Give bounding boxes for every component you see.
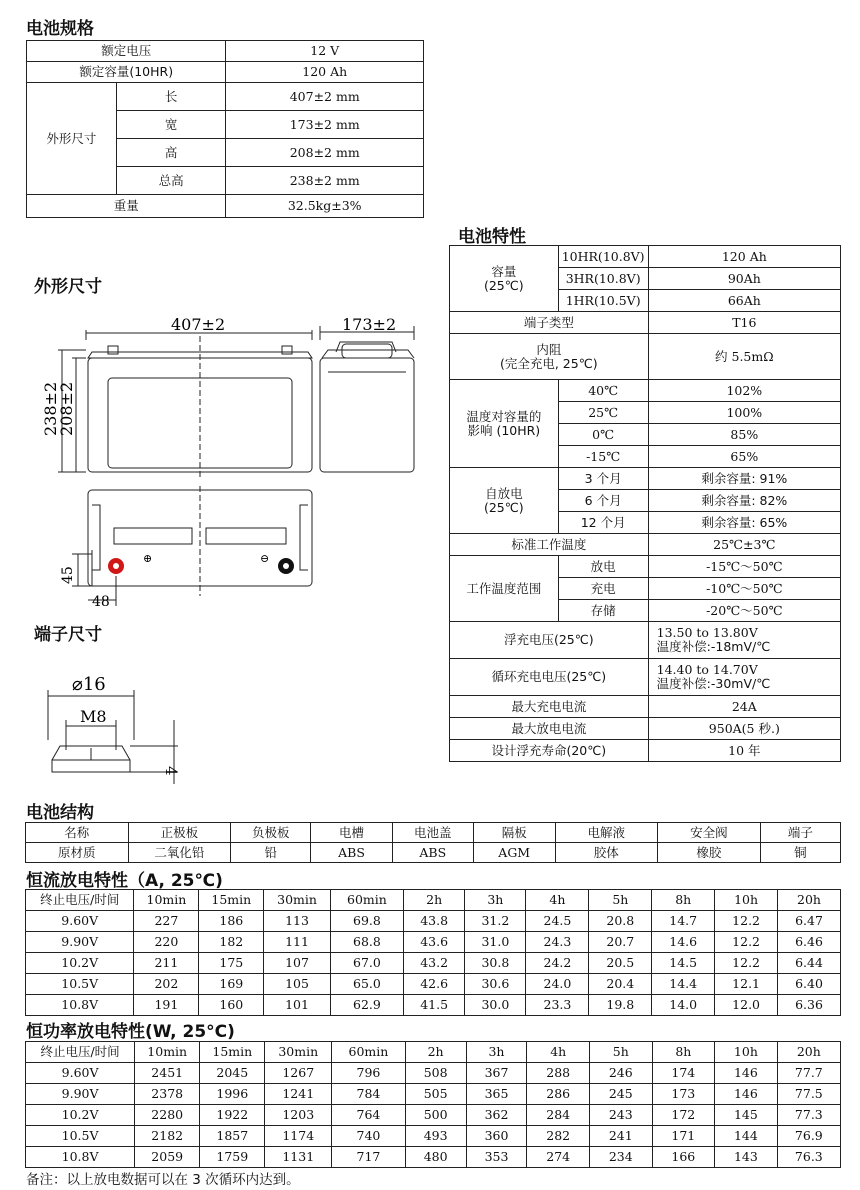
table-cell: 9.90V	[26, 932, 134, 953]
table-cell: 480	[405, 1147, 466, 1168]
table-header-cell: 终止电压/时间	[26, 1042, 135, 1063]
dim-total-height-label: 总高	[116, 167, 226, 195]
table-cell: 69.8	[330, 911, 403, 932]
sd-value: 剩余容量: 91%	[648, 468, 840, 490]
table-cell: 30.8	[465, 953, 526, 974]
table-cell: 508	[405, 1063, 466, 1084]
table-cell: 105	[264, 974, 331, 995]
table-header-cell: 60min	[330, 890, 403, 911]
terminal-drawing	[30, 660, 210, 790]
std-temp-label: 标准工作温度	[450, 534, 649, 556]
table-cell: 1267	[265, 1063, 332, 1084]
table-row	[26, 1126, 841, 1147]
max-charge-label: 最大充电电流	[450, 696, 649, 718]
table-cell: 77.3	[777, 1105, 840, 1126]
temp-effect-temp: -15℃	[558, 446, 648, 468]
table-cell: 9.60V	[26, 911, 134, 932]
table-cell: 796	[332, 1063, 406, 1084]
float-voltage-value: 13.50 to 13.80V	[656, 625, 758, 640]
terminal-offset-x-dim: 48	[92, 594, 110, 610]
table-cell: 10.5V	[26, 974, 134, 995]
capacity-rate: 3HR(10.8V)	[558, 268, 648, 290]
table-cell: 24.0	[526, 974, 589, 995]
float-voltage-label: 浮充电压(25℃)	[450, 622, 649, 659]
terminal-size-heading: 端子尺寸	[34, 625, 102, 645]
structure-name-cell: 隔板	[473, 823, 555, 843]
max-charge-value: 24A	[648, 696, 840, 718]
terminal-offset-y-dim: 45	[60, 566, 76, 584]
table-cell: 43.8	[404, 911, 465, 932]
temp-effect-value: 65%	[648, 446, 840, 468]
table-cell: 493	[405, 1126, 466, 1147]
op-range-label: 工作温度范围	[450, 556, 559, 622]
table-header-cell: 3h	[465, 890, 526, 911]
table-row	[26, 1105, 841, 1126]
table-cell: 2280	[135, 1105, 200, 1126]
table-cell: 717	[332, 1147, 406, 1168]
table-cell: 143	[715, 1147, 778, 1168]
table-cell: 10.8V	[26, 1147, 135, 1168]
table-cell: 24.5	[526, 911, 589, 932]
table-cell: 6.46	[778, 932, 841, 953]
table-cell: 20.8	[589, 911, 652, 932]
table-cell: 1241	[265, 1084, 332, 1105]
table-cell: 62.9	[330, 995, 403, 1016]
table-cell: 10.8V	[26, 995, 134, 1016]
self-discharge-label	[450, 468, 559, 534]
table-row	[26, 974, 841, 995]
characteristics-table	[449, 245, 841, 762]
op-range-value: -10℃～50℃	[648, 578, 840, 600]
structure-material-cell: 胶体	[555, 843, 658, 863]
table-cell: 191	[134, 995, 199, 1016]
table-cell: 1203	[265, 1105, 332, 1126]
table-header-cell: 8h	[652, 1042, 715, 1063]
table-cell: 274	[527, 1147, 590, 1168]
outline-heading: 外形尺寸	[34, 277, 102, 297]
table-cell: 113	[264, 911, 331, 932]
float-voltage-cell	[648, 622, 840, 659]
dim-width-value: 173±2 mm	[226, 111, 424, 139]
structure-material-cell: 橡胶	[658, 843, 761, 863]
table-cell: 146	[715, 1084, 778, 1105]
table-header-cell: 20h	[777, 1042, 840, 1063]
footnote: 备注：以上放电数据可以在 3 次循环内达到。	[26, 1172, 300, 1188]
table-cell: 2182	[135, 1126, 200, 1147]
table-cell: 6.36	[778, 995, 841, 1016]
bolt-size: M8	[80, 707, 107, 726]
table-cell: 2045	[200, 1063, 265, 1084]
temp-effect-line2: 影响 (10HR)	[467, 422, 541, 438]
table-cell: 30.0	[465, 995, 526, 1016]
table-cell: 740	[332, 1126, 406, 1147]
table-cell: 169	[199, 974, 264, 995]
temp-effect-temp: 0℃	[558, 424, 648, 446]
table-cell: 12.1	[715, 974, 778, 995]
table-cell: 68.8	[330, 932, 403, 953]
table-header-cell: 10min	[134, 890, 199, 911]
table-cell: 12.0	[715, 995, 778, 1016]
table-cell: 160	[199, 995, 264, 1016]
table-header-cell: 2h	[405, 1042, 466, 1063]
internal-resistance-label	[450, 334, 649, 380]
table-row	[26, 953, 841, 974]
table-cell: 246	[590, 1063, 653, 1084]
temp-effect-value: 100%	[648, 402, 840, 424]
table-cell: 245	[590, 1084, 653, 1105]
structure-name-cell: 负极板	[231, 823, 311, 843]
table-cell: 9.60V	[26, 1063, 135, 1084]
max-discharge-label: 最大放电电流	[450, 718, 649, 740]
table-header-cell: 2h	[404, 890, 465, 911]
structure-name-cell: 电池盖	[392, 823, 473, 843]
sd-period: 3 个月	[558, 468, 648, 490]
table-header-cell: 5h	[590, 1042, 653, 1063]
table-header-cell: 8h	[652, 890, 715, 911]
terminal-type-value: T16	[648, 312, 840, 334]
table-cell: 362	[466, 1105, 527, 1126]
table-header-cell: 3h	[466, 1042, 527, 1063]
table-header-cell: 终止电压/时间	[26, 890, 134, 911]
table-header-cell: 4h	[526, 890, 589, 911]
table-cell: 2059	[135, 1147, 200, 1168]
table-cell: 43.6	[404, 932, 465, 953]
table-cell: 23.3	[526, 995, 589, 1016]
table-cell: 1174	[265, 1126, 332, 1147]
dim-length-label: 长	[116, 83, 226, 111]
op-range-value: -20℃～50℃	[648, 600, 840, 622]
cc-discharge-table	[25, 889, 841, 1016]
capacity-rate: 1HR(10.5V)	[558, 290, 648, 312]
temp-effect-temp: 40℃	[558, 380, 648, 402]
structure-material-cell: 铜	[760, 843, 840, 863]
temp-effect-line1: 温度对容量的	[466, 408, 542, 424]
structure-table	[25, 822, 841, 863]
table-cell: 111	[264, 932, 331, 953]
table-header-cell: 15min	[199, 890, 264, 911]
structure-material-cell: ABS	[311, 843, 392, 863]
table-header-cell: 4h	[527, 1042, 590, 1063]
table-row	[26, 911, 841, 932]
table-header-cell: 10h	[715, 890, 778, 911]
sd-period: 6 个月	[558, 490, 648, 512]
table-row	[26, 1147, 841, 1168]
table-cell: 145	[715, 1105, 778, 1126]
rated-voltage-label: 额定电压	[27, 41, 226, 62]
terminal-type-label: 端子类型	[450, 312, 649, 334]
table-cell: 14.4	[652, 974, 715, 995]
table-cell: 14.6	[652, 932, 715, 953]
height-dim: 208±2	[57, 381, 76, 436]
spec-table	[26, 40, 424, 218]
cycle-voltage-cell	[648, 659, 840, 696]
table-cell: 12.2	[715, 911, 778, 932]
internal-resistance-value: 约 5.5mΩ	[648, 334, 840, 380]
table-header-cell: 20h	[778, 890, 841, 911]
length-dim: 407±2	[171, 315, 226, 334]
sd-value: 剩余容量: 82%	[648, 490, 840, 512]
total-height-dim: 238±2	[41, 381, 60, 436]
table-cell: 24.2	[526, 953, 589, 974]
table-row	[26, 1063, 841, 1084]
capacity-value: 120 Ah	[648, 246, 840, 268]
table-cell: 12.2	[715, 932, 778, 953]
table-cell: 286	[527, 1084, 590, 1105]
table-cell: 144	[715, 1126, 778, 1147]
table-cell: 12.2	[715, 953, 778, 974]
dim-height-value: 208±2 mm	[226, 139, 424, 167]
structure-name-cell: 端子	[760, 823, 840, 843]
table-cell: 1131	[265, 1147, 332, 1168]
table-cell: 764	[332, 1105, 406, 1126]
table-cell: 1922	[200, 1105, 265, 1126]
width-dim: 173±2	[342, 315, 397, 334]
table-cell: 202	[134, 974, 199, 995]
capacity-label-text: 容量	[491, 263, 517, 279]
weight-label: 重量	[27, 195, 226, 218]
table-row	[26, 1084, 841, 1105]
table-cell: 146	[715, 1063, 778, 1084]
table-cell: 353	[466, 1147, 527, 1168]
sd-value: 剩余容量: 65%	[648, 512, 840, 534]
sd-period: 12 个月	[558, 512, 648, 534]
plus-mark: ⊕	[143, 552, 153, 565]
table-header-cell: 30min	[264, 890, 331, 911]
table-header-cell: 60min	[332, 1042, 406, 1063]
structure-heading: 电池结构	[26, 803, 94, 823]
ir-label-line2: (完全充电, 25℃)	[499, 355, 598, 371]
table-cell: 360	[466, 1126, 527, 1147]
cp-discharge-table	[25, 1041, 841, 1168]
table-cell: 171	[652, 1126, 715, 1147]
table-cell: 172	[652, 1105, 715, 1126]
depth-dim: 4	[162, 766, 180, 776]
table-cell: 1759	[200, 1147, 265, 1168]
table-cell: 31.2	[465, 911, 526, 932]
cp-heading: 恒功率放电特性(W, 25°C)	[26, 1022, 235, 1042]
cycle-voltage-label: 循环充电电压(25℃)	[450, 659, 649, 696]
table-cell: 10.5V	[26, 1126, 135, 1147]
spec-heading: 电池规格	[26, 19, 94, 39]
structure-name-cell: 电槽	[311, 823, 392, 843]
table-cell: 42.6	[404, 974, 465, 995]
capacity-value: 90Ah	[648, 268, 840, 290]
temp-effect-value: 102%	[648, 380, 840, 402]
dim-width-label: 宽	[116, 111, 226, 139]
table-cell: 77.7	[777, 1063, 840, 1084]
temp-effect-label	[450, 380, 559, 468]
table-cell: 6.47	[778, 911, 841, 932]
structure-name-cell: 名称	[26, 823, 129, 843]
table-cell: 6.40	[778, 974, 841, 995]
table-cell: 67.0	[330, 953, 403, 974]
table-cell: 20.7	[589, 932, 652, 953]
op-range-value: -15℃～50℃	[648, 556, 840, 578]
table-cell: 282	[527, 1126, 590, 1147]
temp-effect-value: 85%	[648, 424, 840, 446]
table-cell: 10.2V	[26, 1105, 135, 1126]
table-cell: 30.6	[465, 974, 526, 995]
table-header-cell: 5h	[589, 890, 652, 911]
characteristics-heading: 电池特性	[458, 227, 526, 247]
table-cell: 2378	[135, 1084, 200, 1105]
table-cell: 367	[466, 1063, 527, 1084]
cycle-voltage-comp: 温度补偿:-30mV/℃	[656, 676, 771, 691]
temp-effect-temp: 25℃	[558, 402, 648, 424]
table-cell: 505	[405, 1084, 466, 1105]
table-cell: 2451	[135, 1063, 200, 1084]
rated-capacity-label: 额定容量(10HR)	[27, 62, 226, 83]
capacity-label	[450, 246, 559, 312]
structure-material-cell: 二氧化铅	[128, 843, 231, 863]
table-cell: 65.0	[330, 974, 403, 995]
table-header-cell: 10min	[135, 1042, 200, 1063]
table-row	[26, 995, 841, 1016]
table-cell: 211	[134, 953, 199, 974]
rated-capacity-value: 120 Ah	[226, 62, 424, 83]
table-cell: 1996	[200, 1084, 265, 1105]
minus-mark: ⊖	[260, 552, 270, 565]
table-header-cell: 10h	[715, 1042, 778, 1063]
battery-outline-drawing	[30, 300, 440, 620]
max-discharge-value: 950A(5 秒.)	[648, 718, 840, 740]
table-cell: 24.3	[526, 932, 589, 953]
table-cell: 186	[199, 911, 264, 932]
table-cell: 20.5	[589, 953, 652, 974]
table-cell: 1857	[200, 1126, 265, 1147]
table-cell: 14.7	[652, 911, 715, 932]
table-cell: 241	[590, 1126, 653, 1147]
table-cell: 220	[134, 932, 199, 953]
table-cell: 234	[590, 1147, 653, 1168]
table-cell: 31.0	[465, 932, 526, 953]
op-range-mode: 充电	[558, 578, 648, 600]
table-cell: 9.90V	[26, 1084, 135, 1105]
dim-total-height-value: 238±2 mm	[226, 167, 424, 195]
table-cell: 174	[652, 1063, 715, 1084]
table-cell: 14.0	[652, 995, 715, 1016]
table-cell: 43.2	[404, 953, 465, 974]
rated-voltage-value: 12 V	[226, 41, 424, 62]
table-cell: 173	[652, 1084, 715, 1105]
table-header-cell: 15min	[200, 1042, 265, 1063]
structure-material-cell: 原材质	[26, 843, 129, 863]
sd-line2: (25℃)	[483, 499, 524, 515]
sd-line1: 自放电	[485, 485, 523, 501]
structure-name-cell: 电解液	[555, 823, 658, 843]
table-cell: 284	[527, 1105, 590, 1126]
cc-heading: 恒流放电特性（A, 25℃)	[26, 871, 223, 891]
capacity-temp-text: (25℃)	[483, 277, 524, 293]
design-life-label: 设计浮充寿命(20℃)	[450, 740, 649, 762]
structure-material-cell: AGM	[473, 843, 555, 863]
table-cell: 182	[199, 932, 264, 953]
structure-material-cell: ABS	[392, 843, 473, 863]
table-cell: 365	[466, 1084, 527, 1105]
structure-name-cell: 正极板	[128, 823, 231, 843]
capacity-rate: 10HR(10.8V)	[558, 246, 648, 268]
dim-label: 外形尺寸	[27, 83, 117, 195]
op-range-mode: 存储	[558, 600, 648, 622]
table-header-cell: 30min	[265, 1042, 332, 1063]
table-cell: 101	[264, 995, 331, 1016]
table-cell: 19.8	[589, 995, 652, 1016]
cycle-voltage-value: 14.40 to 14.70V	[656, 662, 758, 677]
table-cell: 6.44	[778, 953, 841, 974]
table-cell: 41.5	[404, 995, 465, 1016]
std-temp-value: 25℃±3℃	[648, 534, 840, 556]
table-cell: 166	[652, 1147, 715, 1168]
op-range-mode: 放电	[558, 556, 648, 578]
ir-label-line1: 内阻	[536, 341, 562, 357]
table-cell: 784	[332, 1084, 406, 1105]
dim-length-value: 407±2 mm	[226, 83, 424, 111]
table-cell: 20.4	[589, 974, 652, 995]
table-cell: 10.2V	[26, 953, 134, 974]
dim-height-label: 高	[116, 139, 226, 167]
table-cell: 76.3	[777, 1147, 840, 1168]
structure-material-cell: 铅	[231, 843, 311, 863]
table-cell: 14.5	[652, 953, 715, 974]
design-life-value: 10 年	[648, 740, 840, 762]
table-cell: 77.5	[777, 1084, 840, 1105]
table-cell: 175	[199, 953, 264, 974]
diameter-dim: ⌀16	[72, 674, 106, 695]
capacity-value: 66Ah	[648, 290, 840, 312]
table-cell: 227	[134, 911, 199, 932]
table-cell: 288	[527, 1063, 590, 1084]
float-voltage-comp: 温度补偿:-18mV/℃	[656, 639, 771, 654]
table-cell: 76.9	[777, 1126, 840, 1147]
table-cell: 107	[264, 953, 331, 974]
table-cell: 243	[590, 1105, 653, 1126]
weight-value: 32.5kg±3%	[226, 195, 424, 218]
table-cell: 500	[405, 1105, 466, 1126]
table-row	[26, 932, 841, 953]
structure-name-cell: 安全阀	[658, 823, 761, 843]
